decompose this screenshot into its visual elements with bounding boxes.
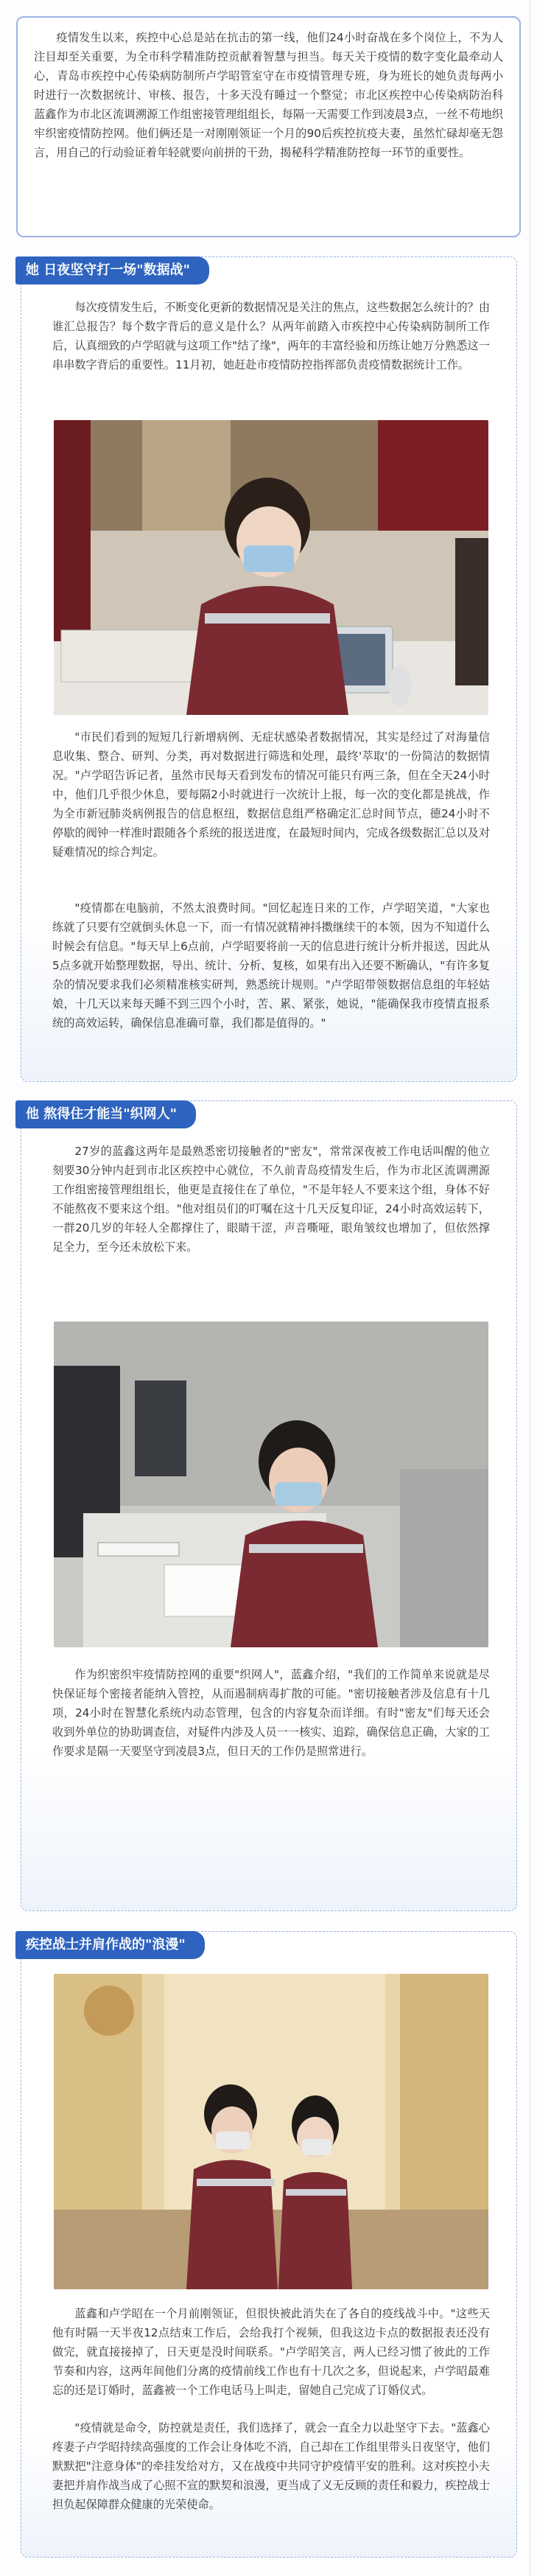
section2-paragraph-1: 27岁的蓝鑫这两年是最熟悉密切接触者的"密友"，常常深夜被工作电话叫醒的他立刻要30分钟内赶到市北区疾控中心就位，不久前青岛疫情发生后，作为市北区流调溯源工作组密接管理组组长，他更是直接住在了单位，"不是年轻人不要来这个组，身体不好不能熬夜不要来这个组。"他对组员们的叮嘱在这十几天反复印证，24小时高效运转下，一群20几岁的年轻人全都撑住了，眼睛干涩，声音嘶哑，眼角皱纹也增加了，但依然撑足全力，至今还未放松下来。 — [52, 1145, 490, 1254]
section-title-romance: 疾控战士并肩作战的"浪漫" — [15, 1931, 205, 1959]
section-title-data-war: 她 日夜坚守打一场"数据战" — [15, 256, 209, 285]
section2-paragraph-2: 作为织密织牢疫情防控网的重要"织网人"，蓝鑫介绍，"我们的工作简单来说就是尽快保证每个密接者能纳入管控，从而遏制病毒扩散的可能。"密切接触者涉及信息有十几项，24小时在智慧化系统内动态管理，包含的内容复杂而详细。有时"密友"们每天还会收到外单位的协助调查信，对疑件内涉及人员一一核实、追踪，确保信息正确，大家的工作要求是隔一天要坚守到凌晨3点，但日天的工作仍是照常进行。 — [52, 1668, 490, 1758]
section3-paragraph-2: "疫情就是命令，防控就是责任，我们选择了，就会一直全力以赴坚守下去。"蓝鑫心疼妻子卢学昭持续高强度的工作会让身体吃不消，自己却在工作组里带头日夜坚守，他们默默把"注意身体"的牵挂发给对方，又在战疫中共同守护疫情平安的胜利。这对疾控小夫妻把并肩作战当成了心照不宣的默契和浪漫，更当成了义无反顾的责任和毅力，疾控战士担负起保障群众健康的光荣使命。 — [52, 2421, 490, 2511]
photo-man-at-computer — [54, 1322, 488, 1647]
section-title-net-weaver: 他 熬得住才能当"织网人" — [15, 1100, 196, 1128]
section-data-war — [21, 256, 517, 1082]
photo-couple — [54, 1974, 488, 2289]
intro-box — [16, 16, 521, 237]
scrollbar-track[interactable] — [529, 0, 531, 2576]
section1-paragraph-1: 每次疫情发生后，不断变化更新的数据情况是关注的焦点，这些数据怎么统计的？由谁汇总报告？每个数字背后的意义是什么？从两年前踏入市疾控中心传染病防制所工作后，认真细致的卢学昭就与这项工作"结了缘"，两年的丰富经验和历练让她万分熟悉这一串串数字背后的重要性。11月初，她赶赴市疫情防控指挥部负责疫情数据统计工作。 — [52, 301, 490, 371]
intro-paragraph: 疫情发生以来，疾控中心总是站在抗击的第一线，他们24小时奋战在多个岗位上，不为人注目却至关重要，为全市科学精准防控贡献着智慧与担当。每天关于疫情的数字变化最牵动人心，青岛市疾控中心传染病防制所卢学昭管室守在市疫情管理专班，身为班长的她负责每两小时进行一次数据统计、审核、报告，十多天没有睡过一个整觉；市北区疾控中心传染病防治科蓝鑫作为市北区流调溯源工作组密接管理组组长，每隔一天需要工作到凌晨3点，一丝不苟地织牢织密疫情防控网。他们俩还是一对刚刚领证一个月的90后疾控抗疫夫妻，虽然忙碌却毫无怨言，用自己的行动验证着年轻就要向前拼的干劲，揭秘科学精准防控每一环节的重要性。 — [34, 31, 503, 159]
photo-woman-at-computer — [54, 420, 488, 715]
section3-paragraph-1: 蓝鑫和卢学昭在一个月前刚领证，但很快被此消失在了各自的疫线战斗中。"这些天他有时隔一天半夜12点结束工作后，会给我打个视频，但我这边卡点的数据报表还没有做完，就直接接掉了，日天更是没时间联系。"卢学昭笑言，两人已经习惯了彼此的工作节奏和内容，这两年间他们分离的疫情前线工作也有十几次之多，但说起来，卢学昭最难忘的还是订婚时，蓝鑫被一个工作电话马上叫走，留她自己完成了订婚仪式。 — [52, 2307, 490, 2397]
section-romance — [21, 1931, 517, 2558]
section-net-weaver — [21, 1100, 517, 1911]
section1-paragraph-2: "市民们看到的短短几行新增病例、无症状感染者数据情况，其实是经过了对海量信息收集、整合、研判、分类，再对数据进行筛选和处理，最终'萃取'的一份简洁的数据情况。"卢学昭告诉记者，虽然市民每天看到发布的情况可能只有两三条，但在全天24小时中，他们几乎很少休息，要每隔2小时就进行一次统计上报，每一次的变化都是挑战，作为全市新冠肺炎病例报告的信息枢纽，数据信息组严格确定汇总时间节点，德24小时不停歇的阀钟一样准时跟随各个系统的报送进度，在最短时间内，完成各级数据汇总以及对疑难情况的综合判定。 — [52, 730, 490, 859]
section1-paragraph-3: "疫情都在电脑前，不然太浪费时间。"回忆起连日来的工作，卢学昭笑道，"大家也练就了只要有空就倒头休息一下，而一有情况就精神抖擞继续干的本领，因为不知道什么时候会有信息。"每天早上6点前，卢学昭要将前一天的信息进行统计分析并报送，因此从5点多就开始整理数据，导出、统计、分析、复核，如果有出入还要不断确认，"有许多复杂的情况要求我们必须精准核实研判，熟悉统计规则。"卢学昭带领数据信息组的年轻姑娘，十几天以来每天睡不到三四个小时，苦、累、紧张，她说，"能确保我市疫情直报系统的高效运转，确保信息准确可靠，我们都是值得的。" — [52, 901, 490, 1030]
